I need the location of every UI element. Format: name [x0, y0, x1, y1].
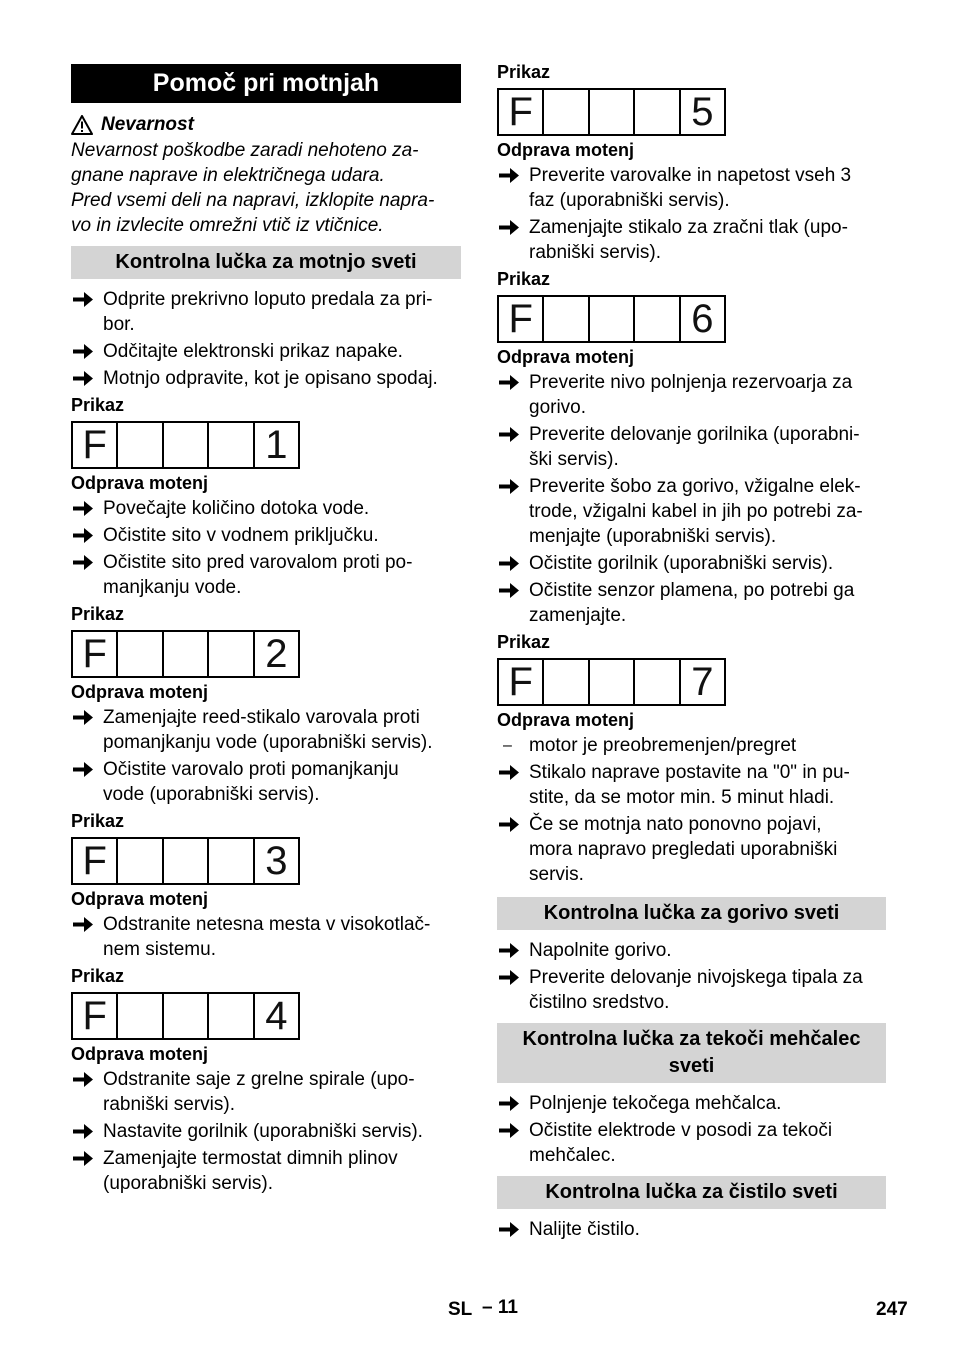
- display-cell: [635, 297, 680, 341]
- arrow-right-icon: [497, 1118, 521, 1143]
- list-item-text: Odčitajte elektronski prikaz napake.: [103, 341, 403, 362]
- list-item-text: Odprite prekrivno loputo predala za pri- bor.: [103, 289, 433, 335]
- list-item-text: Preverite delovanje nivojskega tipala za čistilno sredstvo.: [529, 967, 863, 1013]
- error-display: [497, 295, 726, 343]
- error-display: [71, 837, 300, 885]
- danger-text: [71, 138, 461, 238]
- display-cell: 5: [691, 90, 714, 134]
- list-item: [71, 757, 461, 807]
- error-code-block: [71, 809, 461, 962]
- arrow-right-icon: [71, 912, 95, 937]
- display-label: Prikaz: [71, 604, 125, 624]
- list-item-text: Očistite gorilnik (uporabniški servis).: [529, 553, 834, 574]
- display-label: Prikaz: [497, 632, 551, 652]
- display-label: Prikaz: [71, 395, 125, 415]
- display-label: Prikaz: [497, 62, 551, 82]
- error-display: [497, 88, 726, 136]
- display-cell: [590, 90, 635, 134]
- error-display: [71, 630, 300, 678]
- list-item: [497, 370, 886, 420]
- list-item: [497, 163, 886, 213]
- list-item-text: Preverite delovanje gorilnika (uporabni- ški servis).: [529, 424, 860, 470]
- fix-label: Odprava motenj: [71, 889, 209, 909]
- display-cell: 7: [691, 660, 714, 704]
- arrow-right-icon: [497, 1217, 521, 1242]
- arrow-right-icon: [497, 965, 521, 990]
- display-cell: [635, 90, 680, 134]
- fix-label: Odprava motenj: [71, 1044, 209, 1064]
- arrow-right-icon: [71, 705, 95, 730]
- instruction-list: [497, 938, 886, 1015]
- list-item-text: Motnjo odpravite, kot je opisano spodaj.: [103, 368, 438, 389]
- instruction-list: [497, 733, 886, 887]
- list-item: [71, 496, 461, 521]
- list-item: [71, 366, 461, 391]
- list-item-text: Povečajte količino dotoka vode.: [103, 498, 370, 519]
- danger-heading: [71, 112, 461, 138]
- display-cell: F: [499, 660, 544, 704]
- error-code-block: [71, 964, 461, 1196]
- arrow-right-icon: [497, 422, 521, 447]
- display-cell: 6: [691, 297, 714, 341]
- fix-label: Odprava motenj: [497, 347, 635, 367]
- section-heading: Kontrolna lučka za gorivo sveti: [497, 897, 886, 930]
- error-code-block: [497, 267, 886, 628]
- list-item-text: Nastavite gorilnik (uporabniški servis).: [103, 1121, 423, 1142]
- instruction-list: [71, 1067, 461, 1196]
- list-item: [497, 474, 886, 549]
- list-item: [497, 1118, 886, 1168]
- list-item: [71, 705, 461, 755]
- display-cell: 2: [265, 632, 288, 676]
- list-item-text: Očistite sito pred varovalom proti po- manjkanju vode.: [103, 552, 413, 598]
- display-cell: 4: [265, 994, 288, 1038]
- arrow-right-icon: [497, 215, 521, 240]
- error-code-block: [71, 393, 461, 600]
- display-cell: F: [499, 297, 544, 341]
- instruction-list: [497, 1091, 886, 1168]
- page-number: 247: [876, 1299, 908, 1320]
- instruction-list: [71, 496, 461, 600]
- list-item: [497, 551, 886, 576]
- footer-lang: SL: [448, 1299, 473, 1320]
- arrow-right-icon: [497, 370, 521, 395]
- instruction-list: [71, 705, 461, 807]
- danger-line: Nevarnost poškodbe zaradi nehoteno za-: [71, 140, 419, 161]
- list-item: [497, 1091, 886, 1116]
- list-item-text: Stikalo naprave postavite na "0" in pu- stite, da se motor min. 5 minut hladi.: [529, 762, 850, 808]
- display-cell: [118, 632, 163, 676]
- error-code-block: [71, 602, 461, 807]
- section-heading: Kontrolna lučka za motnjo sveti: [71, 246, 461, 279]
- display-cell: 3: [265, 839, 288, 883]
- list-item-text: Zamenjajte stikalo za zračni tlak (upo- rabniški servis).: [529, 217, 848, 263]
- arrow-right-icon: [71, 1119, 95, 1144]
- instruction-list: [71, 912, 461, 962]
- arrow-right-icon: [71, 1146, 95, 1171]
- list-item-text: Zamenjajte termostat dimnih plinov (uporabniški servis).: [103, 1148, 398, 1194]
- arrow-right-icon: [71, 366, 95, 391]
- display-cell: [164, 839, 209, 883]
- list-item-text: Očistite varovalo proti pomanjkanju vode (uporabniški servis).: [103, 759, 399, 805]
- arrow-right-icon: [497, 163, 521, 188]
- display-cell: [209, 994, 254, 1038]
- instruction-list: [71, 287, 461, 391]
- instruction-list: [497, 370, 886, 628]
- list-item-text: Odstranite netesna mesta v visokotlač- nem sistemu.: [103, 914, 431, 960]
- section-block: [497, 897, 886, 1015]
- display-cell: F: [73, 839, 118, 883]
- right-column: [497, 58, 886, 1244]
- section-block: [497, 1176, 886, 1242]
- arrow-right-icon: [71, 757, 95, 782]
- display-cell: [635, 660, 680, 704]
- section-heading: Kontrolna lučka za tekoči mehčalec sveti: [497, 1023, 886, 1083]
- display-cell: [118, 994, 163, 1038]
- display-cell: [118, 423, 163, 467]
- dash-marker: –: [503, 737, 512, 754]
- left-column: [71, 64, 461, 1198]
- list-item-text: Polnjenje tekočega mehčalca.: [529, 1093, 782, 1114]
- display-cell: [590, 660, 635, 704]
- display-cell: [209, 423, 254, 467]
- danger-line: Pred vsemi deli na napravi, izklopite napra-: [71, 190, 435, 211]
- instruction-list: [497, 163, 886, 265]
- instruction-list: [497, 1217, 886, 1242]
- arrow-right-icon: [71, 523, 95, 548]
- display-cell: [590, 297, 635, 341]
- display-cell: [209, 632, 254, 676]
- danger-line: gnane naprave in električnega udara.: [71, 165, 385, 186]
- error-display: [71, 421, 300, 469]
- list-item: [497, 215, 886, 265]
- danger-line: vo in izvlecite omrežni vtič iz vtičnice.: [71, 215, 384, 236]
- list-item: [71, 1067, 461, 1117]
- fix-label: Odprava motenj: [497, 710, 635, 730]
- list-item: [71, 1146, 461, 1196]
- error-display: [71, 992, 300, 1040]
- display-cell: [164, 423, 209, 467]
- display-label: Prikaz: [497, 269, 551, 289]
- display-cell: [118, 839, 163, 883]
- section-block: [497, 1023, 886, 1168]
- list-item: [497, 812, 886, 887]
- display-cell: F: [499, 90, 544, 134]
- arrow-right-icon: [497, 760, 521, 785]
- list-item-text: Očistite sito v vodnem priključku.: [103, 525, 379, 546]
- list-item-text: Preverite šobo za gorivo, vžigalne elek- trode, vžigalni kabel in jih po potrebi za- menjajte (uporabniški servis).: [529, 476, 863, 547]
- list-item-text: Preverite nivo polnjenja rezervoarja za gorivo.: [529, 372, 853, 418]
- list-item: [71, 550, 461, 600]
- list-item-text: Preverite varovalke in napetost vseh 3 faz (uporabniški servis).: [529, 165, 852, 211]
- arrow-right-icon: [497, 474, 521, 499]
- arrow-right-icon: [71, 1067, 95, 1092]
- list-item-text: Napolnite gorivo.: [529, 940, 672, 961]
- display-cell: F: [73, 994, 118, 1038]
- arrow-right-icon: [71, 287, 95, 312]
- footer-section-page: – 11: [482, 1297, 518, 1318]
- fix-label: Odprava motenj: [71, 473, 209, 493]
- fix-label: Odprava motenj: [71, 682, 209, 702]
- list-item-text: Očistite elektrode v posodi za tekoči mehčalec.: [529, 1120, 833, 1166]
- dash-item-text: motor je preobremenjen/pregret: [529, 735, 797, 756]
- danger-heading-label: Nevarnost: [101, 114, 194, 135]
- list-item: [497, 965, 886, 1015]
- arrow-right-icon: [71, 496, 95, 521]
- arrow-right-icon: [497, 812, 521, 837]
- display-cell: [164, 994, 209, 1038]
- display-cell: [209, 839, 254, 883]
- display-cell: [164, 632, 209, 676]
- list-item: [497, 760, 886, 810]
- list-item: [71, 523, 461, 548]
- display-label: Prikaz: [71, 811, 125, 831]
- display-cell: [544, 660, 589, 704]
- list-item: [497, 938, 886, 963]
- list-item-text: Nalijte čistilo.: [529, 1219, 640, 1240]
- warning-icon: [71, 115, 93, 135]
- arrow-right-icon: [497, 938, 521, 963]
- list-item: [71, 1119, 461, 1144]
- list-item: [71, 287, 461, 337]
- list-item-text: Očistite senzor plamena, po potrebi ga zamenjajte.: [529, 580, 855, 626]
- error-code-block: [497, 630, 886, 887]
- list-item-text: Odstranite saje z grelne spirale (upo- rabniški servis).: [103, 1069, 415, 1115]
- list-item-text: Zamenjajte reed-stikalo varovala proti pomanjkanju vode (uporabniški servis).: [103, 707, 433, 753]
- display-cell: 1: [265, 423, 288, 467]
- list-item: [71, 339, 461, 364]
- arrow-right-icon: [71, 339, 95, 364]
- arrow-right-icon: [497, 578, 521, 603]
- display-cell: F: [73, 423, 118, 467]
- error-code-block: [497, 60, 886, 265]
- list-item: [71, 912, 461, 962]
- display-cell: F: [73, 632, 118, 676]
- list-item: [497, 1217, 886, 1242]
- display-label: Prikaz: [71, 966, 125, 986]
- display-cell: [544, 90, 589, 134]
- list-item: [497, 422, 886, 472]
- page-title: Pomoč pri motnjah: [71, 64, 461, 103]
- list-item: [497, 578, 886, 628]
- arrow-right-icon: [71, 550, 95, 575]
- fix-label: Odprava motenj: [497, 140, 635, 160]
- arrow-right-icon: [497, 1091, 521, 1116]
- list-item-text: Če se motnja nato ponovno pojavi, mora napravo pregledati uporabniški servis.: [529, 814, 838, 885]
- error-display: [497, 658, 726, 706]
- section-heading: Kontrolna lučka za čistilo sveti: [497, 1176, 886, 1209]
- arrow-right-icon: [497, 551, 521, 576]
- dash-item: [497, 733, 886, 758]
- display-cell: [544, 297, 589, 341]
